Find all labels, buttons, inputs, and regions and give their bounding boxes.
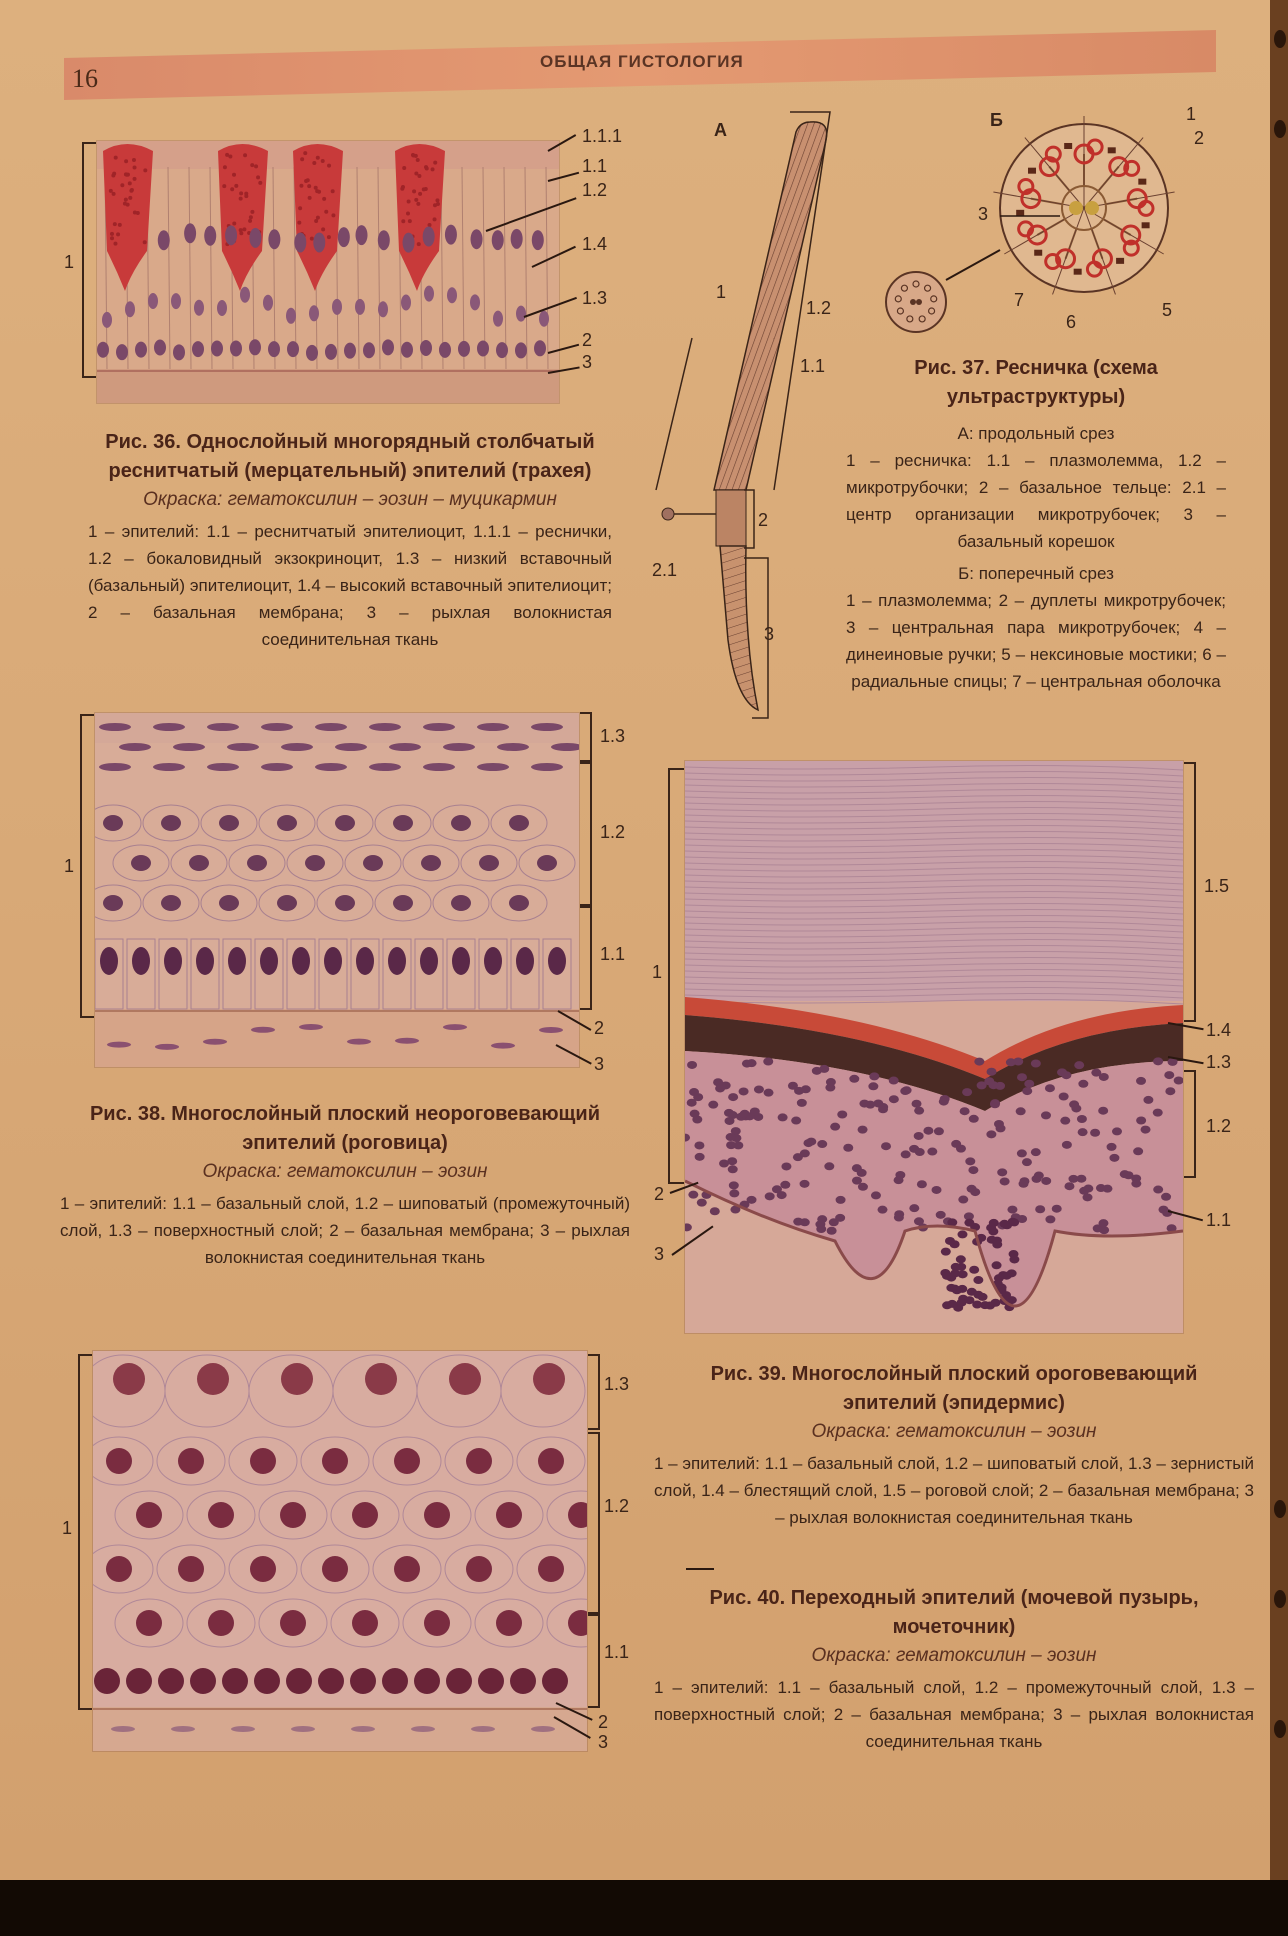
fig39-caption [654, 1360, 1254, 1531]
fig40-micrograph [92, 1350, 588, 1752]
fig39-label-1-5: 1.5 [1204, 876, 1230, 896]
fig40-label-1: 1 [62, 1518, 73, 1538]
binding-ring [1274, 120, 1286, 138]
fig38-label-1-2: 1.2 [600, 822, 626, 842]
fig37-panel-b-label: Б [990, 110, 1003, 130]
fig37-title: Рис. 37. Ресничка (схема ультраструктуры) [914, 357, 1158, 408]
fig39-label-1: 1 [652, 962, 663, 982]
fig37-sub-a: А: продольный срез [957, 424, 1115, 443]
fig36-micrograph [96, 140, 560, 404]
fig39-stain: Окраска: гематоксилин – эозин [811, 1421, 1097, 1442]
fig38-label-3: 3 [594, 1054, 605, 1074]
fig38-title: Рис. 38. Многослойный плоский неороговевающий эпителий (роговица) [89, 1103, 601, 1154]
binding-ring [1274, 30, 1286, 48]
binding-ring [1274, 1590, 1286, 1608]
fig36-label-1-4: 1.4 [582, 234, 608, 254]
fig36-legend: 1 – эпителий: 1.1 – реснитчатый эпителиоцит, 1.1.1 – реснички, 1.2 – бокаловидный экзокриноцит, 1.3 – низкий вставочный (базальный) эпителиоцит, 1.4 – высокий вставочный эпителиоцит; 2 – базальная мембрана; 3 – рыхлая волокнистая соединительная ткань [88, 522, 612, 649]
fig36-label-1-3: 1.3 [582, 288, 608, 308]
fig37a-label-1-1: 1.1 [800, 356, 826, 376]
fig40-title: Рис. 40. Переходный эпителий (мочевой пузырь, мочеточник) [709, 1587, 1199, 1638]
fig36-label-1: 1 [64, 252, 75, 272]
fig36-stain: Окраска: гематоксилин – эозин – муцикармин [143, 489, 557, 510]
fig36-label-2: 2 [582, 330, 593, 350]
fig40-label-3: 3 [598, 1732, 609, 1752]
fig36-label-3: 3 [582, 352, 593, 372]
fig36-title: Рис. 36. Однослойный многорядный столбчатый реснитчатый (мерцательный) эпителий (трахея) [105, 431, 595, 482]
fig37-sub-b: Б: поперечный срез [958, 564, 1114, 583]
running-head: ОБЩАЯ ГИСТОЛОГИЯ [540, 52, 744, 71]
fig36-label-1-2: 1.2 [582, 180, 608, 200]
fig39-micrograph [684, 760, 1184, 1334]
fig36-caption [88, 428, 612, 653]
fig37b-label-3: 3 [978, 204, 989, 224]
fig38-label-1: 1 [64, 856, 75, 876]
fig40-label-1-3: 1.3 [604, 1374, 630, 1394]
fig37-cilium-diagram [640, 110, 880, 730]
fig39-title: Рис. 39. Многослойный плоский ороговевающий эпителий (эпидермис) [710, 1363, 1198, 1414]
fig37-legend-a: 1 – ресничка: 1.1 – плазмолемма, 1.2 – микротрубочки; 2 – базальное тельце: 2.1 – центр организации микротрубочек; 3 – базальный корешок [846, 451, 1226, 551]
fig40-stain: Окраска: гематоксилин – эозин [811, 1645, 1097, 1666]
fig40-label-1-2: 1.2 [604, 1496, 630, 1516]
fig37-caption [846, 354, 1226, 412]
fig37a-label-2-1: 2.1 [652, 560, 678, 580]
binding-ring [1274, 1720, 1286, 1738]
fig39-label-1-2: 1.2 [1206, 1116, 1232, 1136]
fig37-legend-a-block [846, 420, 1226, 555]
fig37b-label-6: 6 [1066, 312, 1077, 332]
fig37a-label-3: 3 [764, 624, 775, 644]
fig40-legend: 1 – эпителий: 1.1 – базальный слой, 1.2 – промежуточный слой, 1.3 – поверхностный слой; 2 – базальная мембрана; 3 – рыхлая волокнистая соединительная ткань [654, 1678, 1254, 1751]
page-number: 16 [72, 64, 98, 93]
fig36-label-1-1: 1.1 [582, 156, 608, 176]
fig38-caption [60, 1100, 630, 1271]
fig37a-label-1: 1 [716, 282, 727, 302]
fig37b-label-5: 5 [1162, 300, 1173, 320]
fig38-label-1-1: 1.1 [600, 944, 626, 964]
binding-ring [1274, 1500, 1286, 1518]
fig38-legend: 1 – эпителий: 1.1 – базальный слой, 1.2 – шиповатый (промежуточный) слой, 1.3 – поверхностный слой; 2 – базальная мембрана; 3 – рыхлая волокнистая соединительная ткань [60, 1194, 630, 1267]
fig39-label-1-4: 1.4 [1206, 1020, 1232, 1040]
fig40-label-1-1: 1.1 [604, 1642, 630, 1662]
fig37a-label-1-2: 1.2 [806, 298, 832, 318]
fig38-label-2: 2 [594, 1018, 605, 1038]
fig39-label-1-1: 1.1 [1206, 1210, 1232, 1230]
fig39-label-3: 3 [654, 1244, 665, 1264]
fig38-stain: Окраска: гематоксилин – эозин [202, 1161, 488, 1182]
fig37b-label-7: 7 [1014, 290, 1025, 310]
fig39-label-2: 2 [654, 1184, 665, 1204]
fig39-label-1-3: 1.3 [1206, 1052, 1232, 1072]
fig37b-label-2: 2 [1194, 128, 1205, 148]
fig37b-label-1: 1 [1186, 104, 1197, 124]
fig37-legend-b: 1 – плазмолемма; 2 – дуплеты микротрубочек; 3 – центральная пара микротрубочек; 4 – динеиновые ручки; 5 – нексиновые мостики; 6 – радиальные спицы; 7 – центральная оболочка [846, 591, 1226, 691]
fig40-caption [654, 1584, 1254, 1755]
fig40-label-2: 2 [598, 1712, 609, 1732]
fig38-label-1-3: 1.3 [600, 726, 626, 746]
fig39-legend: 1 – эпителий: 1.1 – базальный слой, 1.2 – шиповатый слой, 1.3 – зернистый слой, 1.4 – блестящий слой, 1.5 – роговой слой; 2 – базальная мембрана; 3 – рыхлая волокнистая соединительная ткань [654, 1454, 1254, 1527]
fig38-micrograph [94, 712, 580, 1068]
fig37-panel-a-label: А [714, 120, 727, 140]
fig37a-label-2: 2 [758, 510, 769, 530]
fig36-label-1-1-1: 1.1.1 [582, 126, 623, 146]
photo-shadow [0, 1880, 1288, 1936]
fig37-legend-b-block [846, 560, 1226, 695]
